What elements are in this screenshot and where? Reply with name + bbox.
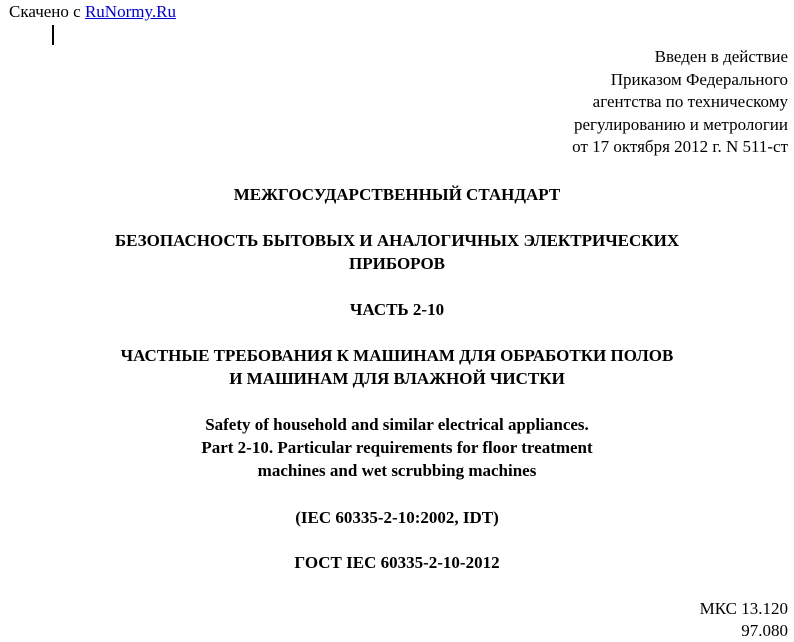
source-prefix: Скачено с [9,2,85,21]
title-ru [0,229,794,275]
standard-type [0,183,794,206]
introduction-line: от 17 октября 2012 г. N 511-ст [572,137,788,156]
mks-code: МКС 13.120 [699,599,788,618]
title-en-line: Part 2-10. Particular requirements for floor treatment [201,438,593,457]
introduction-line: Приказом Федерального [610,69,788,89]
introduction-line: Введен в действие [654,47,788,66]
title-en [0,413,794,482]
mks-classification [588,598,788,642]
introduction-block [468,46,788,159]
gost-number-text: ГОСТ IEC 60335-2-10-2012 [294,553,500,572]
iec-reference [0,506,794,529]
part-number [0,298,794,321]
subtitle-ru-line: И МАШИНАМ ДЛЯ ВЛАЖНОЙ ЧИСТКИ [229,369,565,388]
source-link[interactable]: RuNormy.Ru [84,2,176,21]
title-ru-line: ПРИБОРОВ [348,254,446,273]
introduction-line: агентства по техническому [592,92,788,111]
iec-reference-text: (IEC 60335-2-10:2002, IDT) [295,508,499,527]
mks-code-secondary: 97.080 [741,621,788,640]
title-en-line: Safety of household and similar electrical appliances. [205,415,589,434]
part-number-text: ЧАСТЬ 2-10 [349,300,445,319]
standard-type-text: МЕЖГОСУДАРСТВЕННЫЙ СТАНДАРТ [233,185,561,204]
text-cursor [52,25,54,45]
subtitle-ru-line: ЧАСТНЫЕ ТРЕБОВАНИЯ К МАШИНАМ ДЛЯ ОБРАБОТКИ ПОЛОВ [120,346,674,365]
title-en-line: machines and wet scrubbing machines [257,461,537,480]
gost-number [0,551,794,574]
title-ru-line: БЕЗОПАСНОСТЬ БЫТОВЫХ И АНАЛОГИЧНЫХ ЭЛЕКТРИЧЕСКИХ [114,231,680,250]
introduction-line: регулированию и метрологии [573,114,788,134]
subtitle-ru [0,344,794,390]
source-line [9,2,176,22]
